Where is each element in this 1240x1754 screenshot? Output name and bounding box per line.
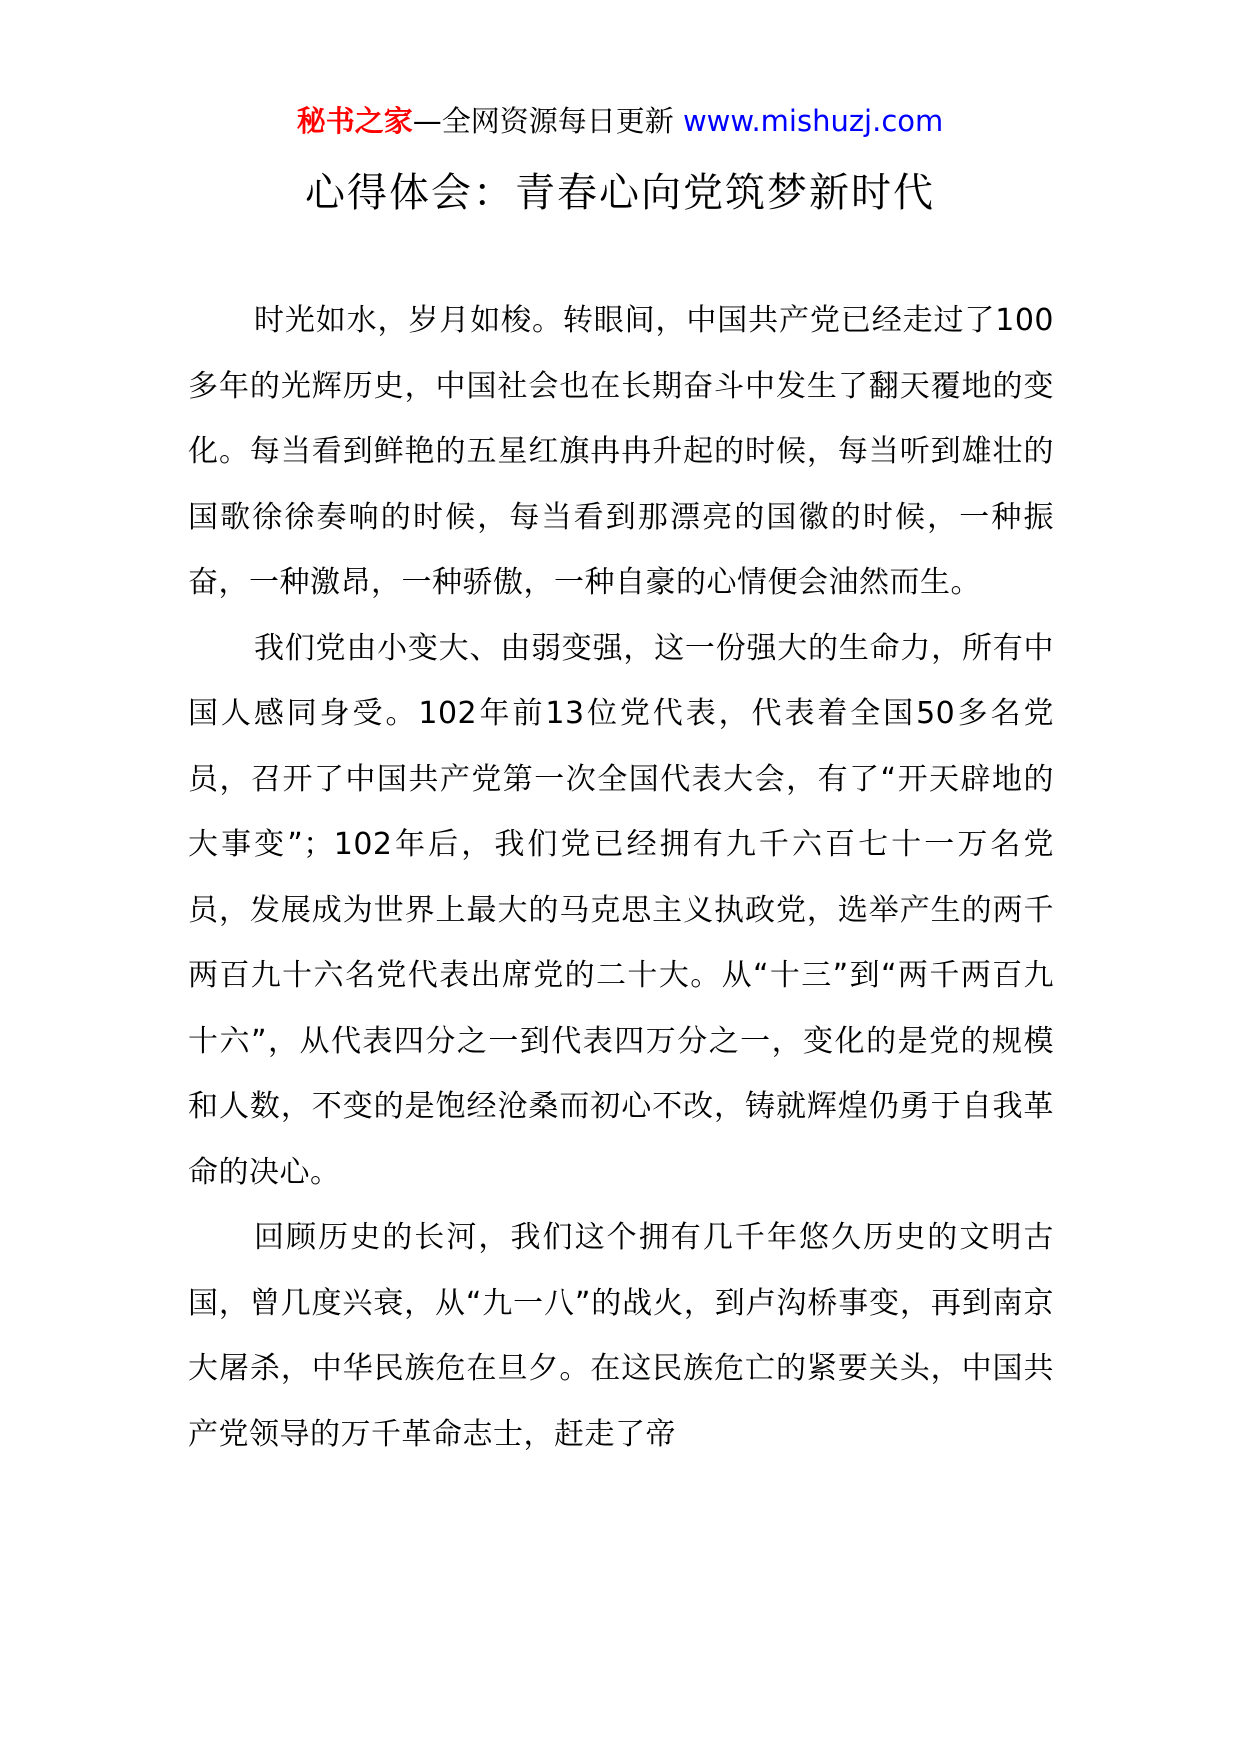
- document-title: 心得体会：青春心向党筑梦新时代: [305, 170, 935, 216]
- paragraph: 时光如水，岁月如梭。转眼间，中国共产党已经走过了100多年的光辉历史，中国社会也在长期奋斗中发生了翻天覆地的变化。每当看到鲜艳的五星红旗冉冉升起的时候，每当听到雄壮的国歌徐徐奏响的时候，每当看到那漂亮的国徽的时候，一种振奋，一种激昂，一种骄傲，一种自豪的心情便会油然而生。: [188, 303, 1054, 600]
- site-tagline: —全网资源每日更新: [412, 104, 674, 138]
- site-header: [0, 101, 1240, 141]
- paragraph: 我们党由小变大、由弱变强，这一份强大的生命力，所有中国人感同身受。102年前13位党代表，代表着全国50多名党员，召开了中国共产党第一次全国代表大会，有了“开天辟地的大事变”；102年后，我们党已经拥有九千六百七十一万名党员，发展成为世界上最大的马克思主义执政党，选举产生的两千两百九十六名党代表出席党的二十大。从“十三”到“两千两百九十六”，从代表四分之一到代表四万分之一，变化的是党的规模和人数，不变的是饱经沧桑而初心不改，铸就辉煌仍勇于自我革命的决心。: [188, 630, 1054, 1190]
- document-body: [188, 288, 1054, 1467]
- site-url-link[interactable]: www.mishuzj.com: [682, 104, 944, 138]
- paragraph: 回顾历史的长河，我们这个拥有几千年悠久历史的文明古国，曾几度兴衰，从“九一八”的战火，到卢沟桥事变，再到南京大屠杀，中华民族危在旦夕。在这民族危亡的紧要关头，中国共产党领导的万千革命志士，赶走了帝: [188, 1220, 1054, 1452]
- brand-name: 秘书之家: [296, 104, 413, 138]
